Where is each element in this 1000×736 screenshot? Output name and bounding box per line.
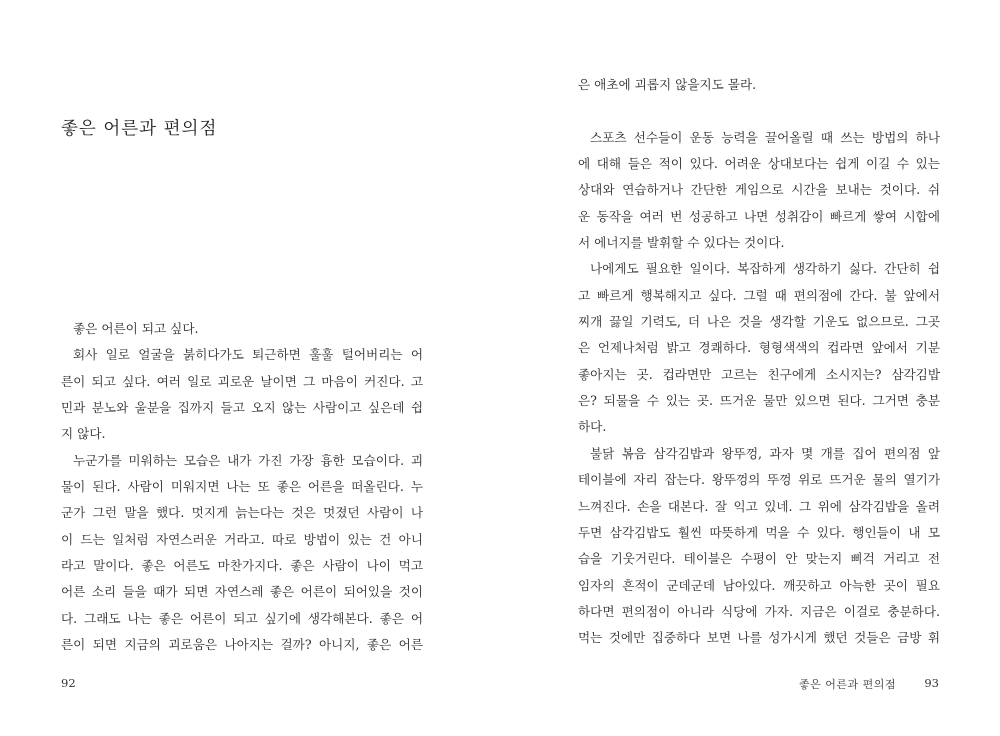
text-line: 물이 된다. 사람이 미워지면 나는 또 좋은 어른을 떠올린다. 누 — [61, 479, 423, 495]
text-line: 은 애초에 괴롭지 않을지도 몰라. — [578, 77, 757, 92]
text-line: 서 에너지를 발휘할 수 있다는 것이다. — [578, 235, 785, 251]
text-line: 느껴진다. 손을 대본다. 잘 익고 있네. 그 위에 삼각김밥을 올려 — [578, 498, 940, 514]
text-line: 습을 기웃거린다. 테이블은 수평이 안 맞는지 삐걱 거리고 전 — [578, 551, 940, 567]
text-line: 좋아지는 곳. 컵라면만 고르는 친구에게 소시지는? 삼각김밥 — [578, 366, 940, 382]
right-body-text — [578, 72, 940, 652]
text-line: 다. 그래도 나는 좋은 어른이 되고 싶기에 생각해본다. 좋은 어 — [61, 610, 423, 626]
text-line: 고 빠르게 행복해지고 싶다. 그럴 때 편의점에 간다. 불 앞에서 — [578, 287, 940, 303]
text-line: 른이 되고 싶다. 여러 일로 괴로운 날이면 그 마음이 커진다. 고 — [61, 373, 423, 389]
text-line: 회사 일로 얼굴을 붉히다가도 퇴근하면 훌훌 털어버리는 어 — [73, 347, 423, 363]
left-body-text — [61, 316, 423, 658]
text-line: 라고 말이다. 좋은 어른도 마찬가지다. 좋은 사람이 나이 먹고 — [61, 558, 423, 574]
text-line: 먹는 것에만 집중하다 보면 나를 성가시게 했던 것들은 금방 휘 — [578, 630, 940, 646]
text-line: 하다면 편의점이 아니라 식당에 가자. 지금은 이걸로 충분하다. — [578, 603, 940, 619]
page-number-left: 92 — [61, 676, 76, 690]
text-line: 군가 그런 말을 했다. 멋지게 늙는다는 것은 멋졌던 사람이 나 — [61, 505, 423, 521]
text-line: 지 않다. — [61, 426, 106, 442]
text-line: 두면 삼각김밥도 훨씬 따뜻하게 먹을 수 있다. 행인들이 내 모 — [578, 524, 940, 540]
text-line: 나에게도 필요한 일이다. 복잡하게 생각하기 싫다. 간단히 쉽 — [590, 261, 940, 277]
text-line: 누군가를 미워하는 모습은 내가 가진 가장 흉한 모습이다. 괴 — [73, 452, 423, 468]
text-line: 이 드는 일처럼 자연스러운 거라고. 따로 방법이 있는 건 아니 — [61, 531, 423, 547]
right-page — [500, 0, 1000, 736]
text-line: 른이 되면 지금의 괴로움은 나아지는 걸까? 아니지, 좋은 어른 — [61, 637, 423, 653]
text-line: 찌개 끓일 기력도, 더 나은 것을 생각할 기운도 없으므로. 그곳 — [578, 314, 940, 330]
text-line: 은? 되물을 수 있는 곳. 뜨거운 물만 있으면 된다. 그거면 충분 — [578, 393, 940, 409]
chapter-title: 좋은 어른과 편의점 — [61, 119, 218, 139]
text-line: 테이블에 자리 잡는다. 왕뚜껑의 뚜껑 위로 뜨거운 물의 열기가 — [578, 472, 940, 488]
running-head: 좋은 어른과 편의점 — [798, 678, 896, 691]
text-line: 운 동작을 여러 번 성공하고 나면 성취감이 빠르게 쌓여 시합에 — [578, 208, 940, 224]
text-line: 은 언제나처럼 밝고 경쾌하다. 형형색색의 컵라면 앞에서 기분 — [578, 340, 940, 356]
text-line: 임자의 흔적이 군데군데 남아있다. 깨끗하고 아늑한 곳이 필요 — [578, 577, 940, 593]
text-line: 어른 소리 들을 때가 되면 자연스레 좋은 어른이 되어있을 것이 — [61, 584, 423, 600]
text-line: 스포츠 선수들이 운동 능력을 끌어올릴 때 쓰는 방법의 하나 — [590, 129, 940, 145]
text-line: 민과 분노와 울분을 집까지 들고 오지 않는 사람이고 싶은데 쉽 — [61, 400, 423, 416]
text-line: 상대와 연습하거나 간단한 게임으로 시간을 보내는 것이다. 쉬 — [578, 182, 940, 198]
text-line: 좋은 어른이 되고 싶다. — [73, 321, 199, 336]
page-number-right: 93 — [924, 676, 939, 690]
text-line: 불닭 볶음 삼각김밥과 왕뚜껑, 과자 몇 개를 집어 편의점 앞 — [590, 445, 940, 461]
text-line: 하다. — [578, 419, 607, 435]
text-line — [578, 98, 940, 124]
text-line: 에 대해 들은 적이 있다. 어려운 상대보다는 쉽게 이길 수 있는 — [578, 156, 940, 172]
